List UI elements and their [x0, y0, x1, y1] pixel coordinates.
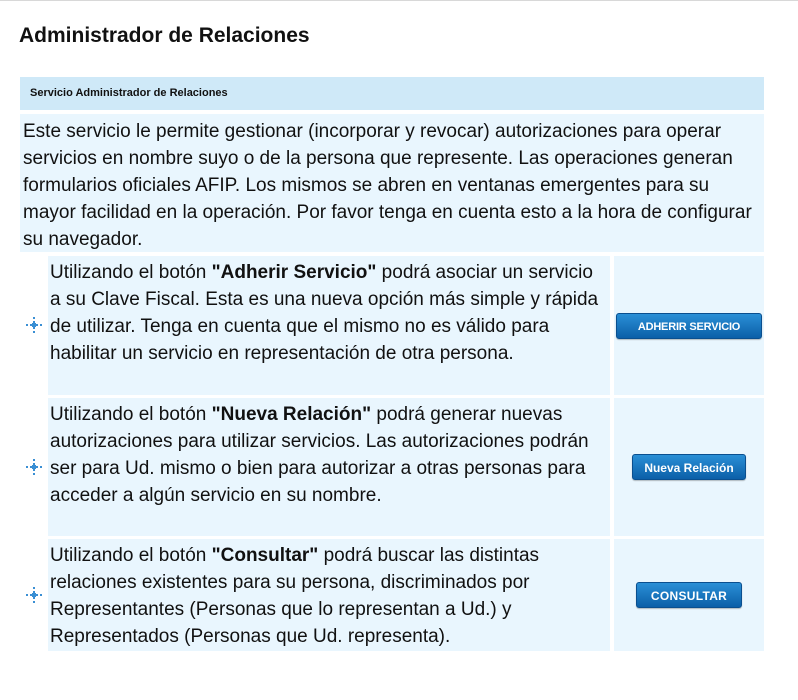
option-row-nueva-relacion — [48, 398, 764, 536]
option-description: Utilizando el botón "Adherir Servicio" podrá asociar un servicio a su Clave Fiscal. Esta es una nueva opción más simple y rápida de utilizar. Tenga en cuenta que el mismo no es válido para habilitar un servicio en representación de otra persona. — [48, 256, 610, 395]
move-cross-icon — [25, 316, 43, 334]
adherir-servicio-button[interactable]: ADHERIR SERVICIO — [616, 313, 762, 339]
option-description: Utilizando el botón "Nueva Relación" podrá generar nuevas autorizaciones para utilizar servicios. Las autorizaciones podrán ser para Ud. mismo o bien para autorizar a otras personas para acceder a algún servicio en su nombre. — [48, 398, 610, 536]
panel-header: Servicio Administrador de Relaciones — [20, 77, 764, 110]
nueva-relacion-button[interactable]: Nueva Relación — [632, 454, 746, 480]
option-row-consultar — [48, 539, 764, 651]
option-action-cell — [614, 539, 764, 651]
option-action-cell — [614, 256, 764, 395]
consultar-button[interactable]: CONSULTAR — [636, 582, 742, 608]
move-cross-icon — [25, 586, 43, 604]
option-description: Utilizando el botón "Consultar" podrá buscar las distintas relaciones existentes para su persona, discriminados por Representantes (Personas que lo representan a Ud.) y Representados (Personas que Ud. representa). — [48, 539, 610, 651]
option-action-cell — [614, 398, 764, 536]
option-row-adherir — [48, 256, 764, 395]
page-title: Administrador de Relaciones — [19, 24, 310, 47]
top-divider — [0, 0, 798, 1]
move-cross-icon — [25, 458, 43, 476]
intro-text: Este servicio le permite gestionar (incorporar y revocar) autorizaciones para operar servicios en nombre suyo o de la persona que represente. Las operaciones generan formularios oficiales AFIP. Los mismos se abren en ventanas emergentes para su mayor facilidad en la operación. Por favor tenga en cuenta esto a la hora de configurar su navegador. — [20, 114, 764, 252]
